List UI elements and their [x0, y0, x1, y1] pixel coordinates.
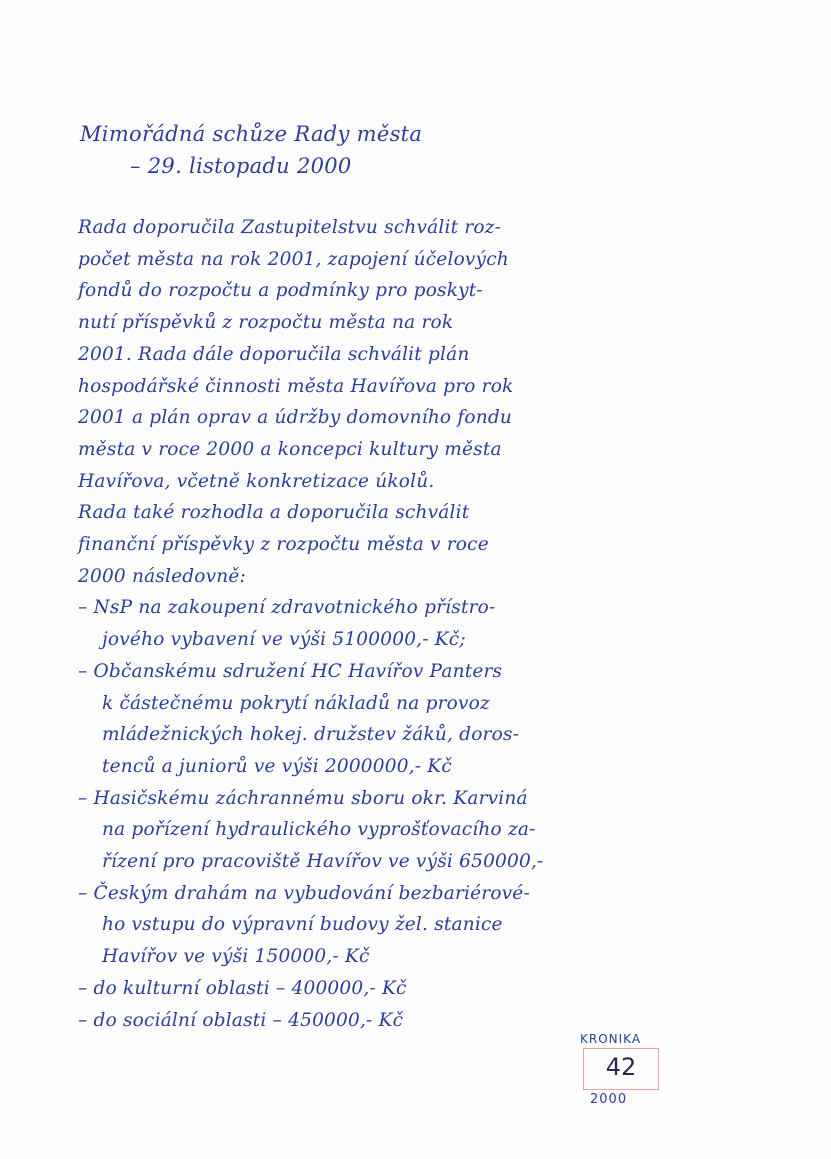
text-line: hospodářské činnosti města Havířova pro rok: [78, 375, 514, 397]
stamp-year: 2000: [590, 1092, 628, 1107]
text-line: 2000 následovně:: [78, 565, 246, 587]
list-item: – Českým drahám na vybudování bezbariérové-: [78, 882, 530, 904]
text-line: Rada také rozhodla a doporučila schválit: [78, 502, 470, 524]
text-line: nutí příspěvků z rozpočtu města na rok: [78, 312, 454, 334]
list-item-continuation: jového vybavení ve výši 5100000,- Kč;: [102, 629, 466, 651]
list-item-continuation: na pořízení hydraulického vyprošťovacího za-: [102, 819, 536, 841]
text-line: Havířova, včetně konkretizace úkolů.: [78, 470, 435, 492]
text-line: 2001. Rada dále doporučila schválit plán: [78, 343, 470, 365]
list-item-continuation: k částečnému pokrytí nákladů na provoz: [102, 692, 490, 714]
page-number-box: [583, 1048, 659, 1090]
list-item: – do sociální oblasti – 450000,- Kč: [78, 1009, 404, 1031]
text-line: města v roce 2000 a koncepci kultury města: [78, 438, 502, 460]
list-item: – NsP na zakoupení zdravotnického přístro-: [78, 597, 496, 619]
list-item-continuation: řízení pro pracoviště Havířov ve výši 650000,-: [102, 851, 544, 873]
heading-date: – 29. listopadu 2000: [130, 154, 352, 178]
text-line: Rada doporučila Zastupitelstvu schválit roz-: [78, 217, 502, 238]
text-line: počet města na rok 2001, zapojení účelových: [78, 248, 509, 270]
text-line: finanční příspěvky z rozpočtu města v roce: [78, 534, 489, 556]
handwritten-body: [78, 212, 798, 1036]
heading-title: Mimořádná schůze Rady města: [80, 122, 423, 146]
list-item: – Občanskému sdružení HC Havířov Panters: [78, 660, 503, 682]
list-item-continuation: mládežnických hokej. družstev žáků, doros-: [102, 724, 520, 746]
list-item-continuation: tenců a juniorů ve výši 2000000,- Kč: [102, 755, 452, 777]
text-line: fondů do rozpočtu a podmínky pro poskyt-: [78, 280, 483, 302]
chronicle-stamp: [578, 1030, 668, 1110]
page-number: 42: [605, 1053, 637, 1081]
page-heading: [80, 118, 780, 182]
list-item: – do kulturní oblasti – 400000,- Kč: [78, 977, 407, 999]
text-line: 2001 a plán oprav a údržby domovního fondu: [78, 407, 513, 429]
stamp-label: KRONIKA: [580, 1032, 642, 1046]
list-item: – Hasičskému záchrannému sboru okr. Karviná: [78, 787, 528, 809]
list-item-continuation: ho vstupu do výpravní budovy žel. stanice: [102, 914, 503, 936]
list-item-continuation: Havířov ve výši 150000,- Kč: [102, 946, 370, 968]
